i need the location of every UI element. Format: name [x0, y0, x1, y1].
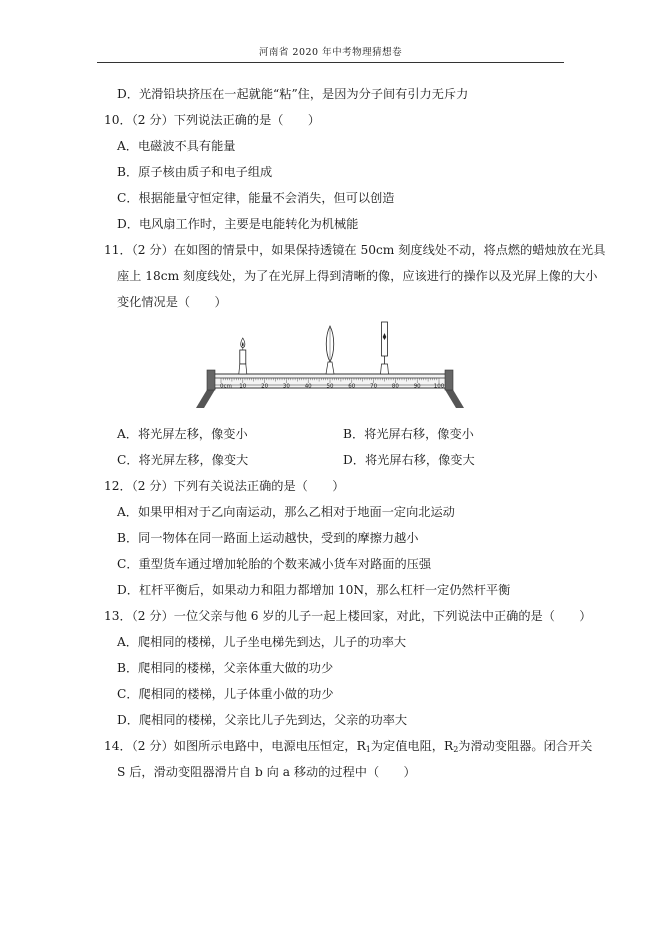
q12-stem: 12．（2 分）下列有关说法正确的是（ ）: [104, 479, 345, 493]
q14-stem-line2: S 后，滑动变阻器滑片自 b 向 a 移动的过程中（ ）: [117, 765, 416, 779]
scale-tick-label: 70: [370, 383, 378, 390]
q11-stem-line2: 座上 18cm 刻度线处，为了在光屏上得到清晰的像，应该进行的操作以及光屏上像的大小: [117, 269, 598, 283]
q11-option-c: C．将光屏左移，像变大: [117, 453, 249, 467]
q11-option-a: A．将光屏左移，像变小: [117, 427, 248, 441]
scale-tick-label: 50: [326, 383, 334, 390]
q10-option-c: C．根据能量守恒定律，能量不会消失，但可以创造: [117, 191, 395, 205]
q10-stem: 10．（2 分）下列说法正确的是（ ）: [104, 113, 321, 127]
bench-left-leg: [196, 388, 216, 408]
q10-option-d: D．电风扇工作时，主要是电能转化为机械能: [117, 217, 359, 231]
q11-stem-line1: 11．（2 分）在如图的情景中，如果保持透镜在 50cm 刻度线处不动，将点燃的蜡烛放在光具: [104, 243, 606, 257]
scale-tick-label: 100: [433, 383, 445, 390]
optical-bench-figure: [195, 318, 465, 413]
q10-option-b: B．原子核由质子和电子组成: [117, 165, 273, 179]
bench-right-end: [445, 370, 453, 390]
q11-option-d: D．将光屏右移，像变大: [343, 453, 475, 467]
convex-lens: [326, 326, 334, 374]
scale-unit-label: 0cm: [220, 383, 232, 390]
q14-stem-line1: 14．（2 分）如图所示电路中，电源电压恒定，$R_1$为定值电阻，$R_2$为滑动变阻器。闭合开关: [104, 739, 593, 754]
scale-tick-label: 90: [413, 383, 421, 390]
q13-option-c: C．爬相同的楼梯，儿子体重小做的功少: [117, 687, 334, 701]
scale-tick-label: 40: [304, 383, 312, 390]
q13-option-a: A．爬相同的楼梯，儿子坐电梯先到达，儿子的功率大: [117, 635, 407, 649]
page-header: 河南省 2020 年中考物理猜想卷: [97, 46, 564, 63]
scale-tick-label: 80: [391, 383, 399, 390]
scale-tick-label: 60: [348, 383, 356, 390]
q9-option-d: D．光滑铅块挤压在一起就能“粘”住，是因为分子间有引力无斥力: [117, 87, 469, 101]
q11-option-b: B．将光屏右移，像变小: [343, 427, 474, 441]
q12-option-b: B．同一物体在同一路面上运动越快，受到的摩擦力越小: [117, 531, 419, 545]
q12-option-a: A．如果甲相对于乙向南运动，那么乙相对于地面一定向北运动: [117, 505, 455, 519]
scale-tick-label: 20: [261, 383, 269, 390]
q12-option-c: C．重型货车通过增加轮胎的个数来减小货车对路面的压强: [117, 557, 432, 571]
q13-stem: 13．（2 分）一位父亲与他 6 岁的儿子一起上楼回家，对此，下列说法中正确的是（ ）: [104, 609, 592, 623]
q11-stem-line3: 变化情况是（ ）: [117, 295, 227, 309]
q13-option-d: D．爬相同的楼梯，父亲比儿子先到达，父亲的功率大: [117, 713, 408, 727]
q10-option-a: A．电磁波不具有能量: [117, 139, 236, 153]
bench-left-end: [207, 370, 215, 390]
scale-tick-label: 30: [282, 383, 290, 390]
candle: [239, 338, 247, 374]
scale-tick-label: 10: [239, 383, 247, 390]
bench-right-leg: [444, 388, 464, 408]
q13-option-b: B．爬相同的楼梯，父亲体重大做的功少: [117, 661, 334, 675]
light-screen: [381, 322, 389, 374]
q12-option-d: D．杠杆平衡后，如果动力和阻力都增加 10N，那么杠杆一定仍然杆平衡: [117, 583, 511, 597]
